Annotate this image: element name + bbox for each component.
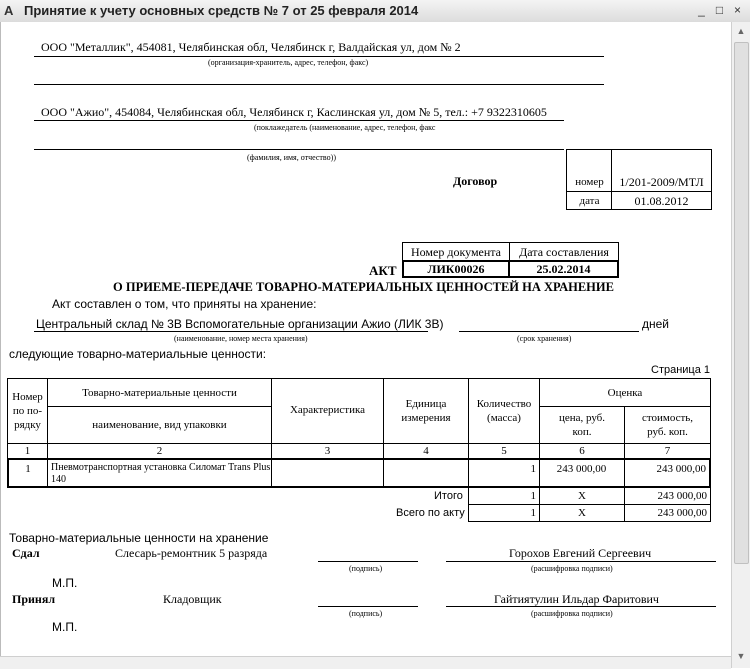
received-stamp: М.П. (52, 620, 78, 634)
gave-decode-caption: (расшифровка подписи) (531, 564, 613, 573)
term-underline (459, 331, 639, 332)
col-header-cost: стоимость, руб. коп. (624, 406, 711, 444)
term-caption: (срок хранения) (517, 334, 572, 343)
storage-place: Центральный склад № 3В Вспомогательные организации Ажио (ЛИК 3В) (36, 317, 444, 331)
gave-stamp: М.П. (52, 576, 78, 590)
col-num-2: 2 (47, 443, 272, 459)
col-num-7: 7 (624, 443, 711, 459)
col-num-1: 1 (7, 443, 48, 459)
row-cost: 243 000,00 (624, 458, 711, 488)
received-label: Принял (12, 592, 56, 606)
act-label: АКТ (369, 263, 397, 278)
col-num-3: 3 (271, 443, 384, 459)
contract-number-value: 1/201-2009/МТЛ (611, 149, 712, 192)
maximize-button[interactable]: □ (715, 3, 724, 17)
app-icon: A (4, 3, 14, 18)
received-name-line (446, 606, 716, 607)
received-signature-line (318, 606, 418, 607)
gave-label: Сдал (12, 546, 40, 560)
total-qty: 1 (468, 487, 540, 505)
received-position: Кладовщик (163, 592, 222, 606)
depositor-organization: ООО "Ажио", 454084, Челябинская обл, Челябинск г, Каслинская ул, дом № 5, тел.: +7 9322310605 (41, 105, 547, 119)
row-num: 1 (7, 458, 48, 488)
keeper-caption: (организация-хранитель, адрес, телефон, факс) (208, 58, 369, 67)
act-total-label: Всего по акту (396, 507, 465, 519)
col-header-goods: Товарно-материальные ценности (47, 378, 272, 407)
contract-label: Договор (453, 174, 498, 188)
horizontal-scrollbar[interactable] (0, 656, 731, 669)
col-header-num: Номер по по- рядку (7, 378, 48, 444)
close-button[interactable]: × (733, 3, 741, 17)
gave-signature-line (318, 561, 418, 562)
act-total-qty: 1 (468, 504, 540, 522)
col-num-5: 5 (468, 443, 540, 459)
keeper-underline (34, 56, 604, 57)
page-number: Страница 1 (651, 364, 711, 376)
keeper-organization: ООО "Металлик", 454081, Челябинская обл, Челябинск г, Валдайская ул, дом № 2 (41, 40, 461, 54)
total-cost: 243 000,00 (624, 487, 711, 505)
scroll-up-icon[interactable]: ▲ (736, 26, 746, 36)
col-header-price: цена, руб. коп. (539, 406, 625, 444)
col-header-goods-sub: наименование, вид упаковки (47, 406, 272, 444)
vertical-scrollbar[interactable] (731, 22, 750, 668)
col-header-char: Характеристика (271, 378, 384, 444)
gave-name-line (446, 561, 716, 562)
row-unit (383, 458, 469, 488)
gave-signature-caption: (подпись) (349, 564, 383, 573)
row-char (271, 458, 384, 488)
keeper-second-line (34, 84, 604, 85)
window-title: Принятие к учету основных средств № 7 от 25 февраля 2014 (24, 3, 419, 18)
doc-date-value: 25.02.2014 (508, 260, 619, 278)
window-titlebar (0, 0, 750, 23)
act-total-price: X (539, 504, 625, 522)
storage-caption: (наименование, номер места хранения) (174, 334, 308, 343)
contract-date-label: дата (566, 191, 612, 210)
act-title: О ПРИЕМЕ-ПЕРЕДАЧЕ ТОВАРНО-МАТЕРИАЛЬНЫХ ЦЕННОСТЕЙ НА ХРАНЕНИЕ (113, 280, 614, 294)
gave-position: Слесарь-ремонтник 5 разряда (115, 546, 268, 560)
depositor-underline (34, 120, 564, 121)
col-num-6: 6 (539, 443, 625, 459)
days-label: дней (642, 317, 670, 331)
row-name: Пневмотранспортная установка Силомат Trans Plus 140 (47, 458, 272, 488)
col-num-4: 4 (383, 443, 469, 459)
act-intro: Акт составлен о том, что приняты на хранение: (52, 297, 317, 311)
signatures-heading: Товарно-материальные ценности на хранение (9, 531, 269, 545)
received-name: Гайтиятулин Ильдар Фаритович (494, 592, 659, 606)
col-header-unit: Единица измерения (383, 378, 469, 444)
col-header-qty: Количество (масса) (468, 378, 540, 444)
row-qty: 1 (468, 458, 540, 488)
row-price: 243 000,00 (539, 458, 625, 488)
doc-number-header: Номер документа (402, 242, 510, 261)
fio-caption: (фамилия, имя, отчество)) (247, 153, 336, 162)
received-signature-caption: (подпись) (349, 609, 383, 618)
received-decode-caption: (расшифровка подписи) (531, 609, 613, 618)
total-label: Итого (434, 490, 463, 502)
scroll-thumb[interactable] (734, 42, 749, 564)
fio-underline (34, 149, 564, 150)
act-total-cost: 243 000,00 (624, 504, 711, 522)
contract-number-label: номер (566, 149, 612, 192)
contract-date-value: 01.08.2012 (611, 191, 712, 210)
col-header-eval: Оценка (539, 378, 711, 407)
following-values: следующие товарно-материальные ценности: (9, 347, 267, 361)
total-price: X (539, 487, 625, 505)
doc-date-header: Дата составления (509, 242, 619, 261)
scroll-down-icon[interactable]: ▼ (736, 651, 746, 661)
minimize-button[interactable]: _ (698, 3, 705, 17)
depositor-caption: (поклажедатель (наименование, адрес, телефон, факс (254, 123, 436, 132)
gave-name: Горохов Евгений Сергеевич (509, 546, 652, 560)
storage-underline (34, 331, 428, 332)
doc-number-value: ЛИК00026 (402, 260, 510, 278)
